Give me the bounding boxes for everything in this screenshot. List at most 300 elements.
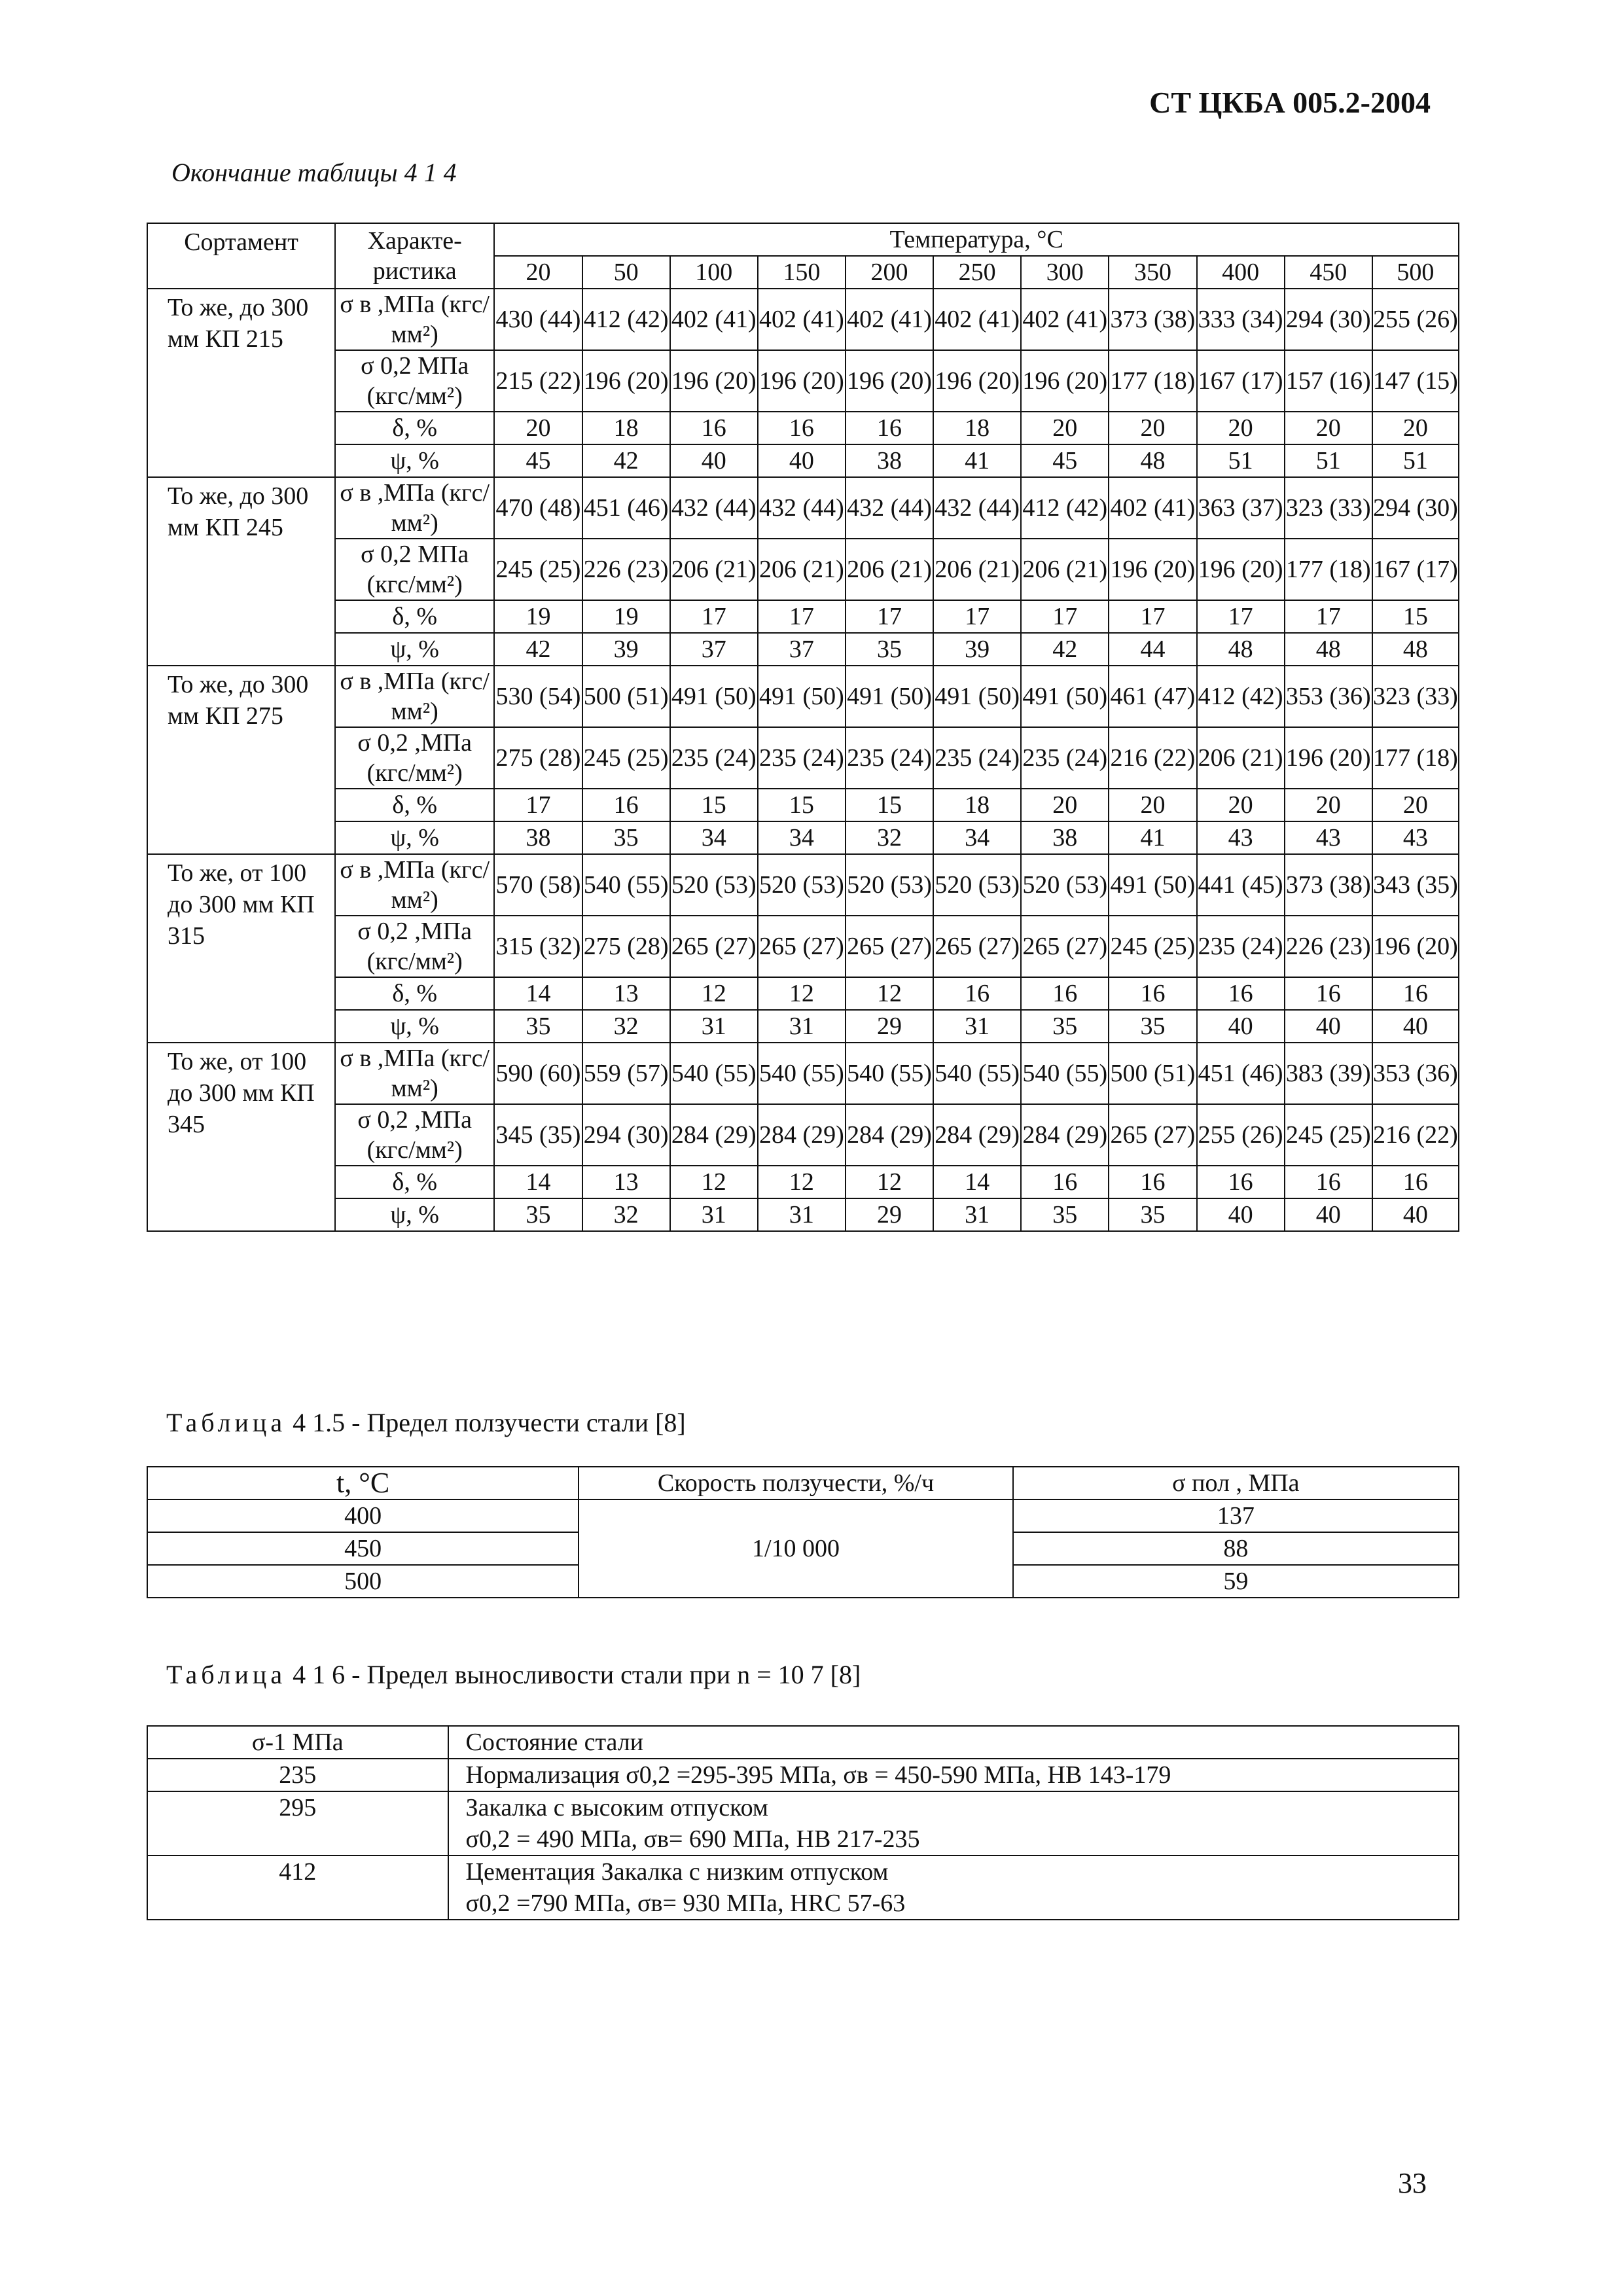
temp-header-cell: 20	[494, 256, 582, 289]
value-cell: 20	[494, 412, 582, 444]
value-cell: 20	[1285, 789, 1372, 821]
table-row	[147, 539, 1459, 600]
value-cell: 40	[670, 444, 758, 477]
value-cell: 20	[1372, 412, 1459, 444]
value-cell: 333 (34)	[1197, 289, 1285, 350]
value-cell: 40	[1372, 1010, 1459, 1043]
value-cell: 245 (25)	[1285, 1104, 1372, 1166]
table-row	[147, 350, 1459, 412]
value-cell: 15	[758, 789, 846, 821]
temp-header-cell: 450	[1285, 256, 1372, 289]
value-cell: 29	[846, 1198, 933, 1231]
value-cell: 491 (50)	[1021, 666, 1109, 727]
characteristic-cell: ψ, %	[335, 444, 494, 477]
caption-label: Таблица	[166, 1408, 287, 1437]
col-header-state: Состояние стали	[448, 1726, 1459, 1759]
value-cell: 13	[582, 1166, 670, 1198]
value-cell: 39	[582, 633, 670, 666]
sortament-cell: То же, до 300 мм КП 245	[147, 477, 335, 666]
value-cell: 19	[582, 600, 670, 633]
value-cell: 206 (21)	[933, 539, 1021, 600]
value-cell: 40	[1197, 1198, 1285, 1231]
value-cell: 461 (47)	[1109, 666, 1196, 727]
value-cell: 196 (20)	[670, 350, 758, 412]
col-header-temp: Температура, °С	[494, 223, 1459, 256]
value-cell: 16	[1285, 1166, 1372, 1198]
creep-header-row	[147, 1467, 1459, 1499]
value-cell: 590 (60)	[494, 1043, 582, 1104]
value-cell: 373 (38)	[1109, 289, 1196, 350]
sortament-cell: То же, от 100 до 300 мм КП 345	[147, 1043, 335, 1231]
value-cell: 540 (55)	[670, 1043, 758, 1104]
value-cell: 196 (20)	[1372, 916, 1459, 977]
value-cell: 17	[1109, 600, 1196, 633]
value-cell: 500 (51)	[1109, 1043, 1196, 1104]
temp-header-cell: 500	[1372, 256, 1459, 289]
table-row	[147, 1010, 1459, 1043]
value-cell: 48	[1285, 633, 1372, 666]
value-cell: 412 (42)	[1197, 666, 1285, 727]
value-cell: 16	[1197, 1166, 1285, 1198]
value-cell: 432 (44)	[846, 477, 933, 539]
table-row	[147, 977, 1459, 1010]
value-cell: 12	[846, 977, 933, 1010]
value-cell: 402 (41)	[846, 289, 933, 350]
value-cell: 284 (29)	[933, 1104, 1021, 1166]
creep-sigma: 137	[1013, 1499, 1459, 1532]
characteristic-cell: σ 0,2 МПа (кгс/мм²)	[335, 350, 494, 412]
value-cell: 17	[933, 600, 1021, 633]
table-row	[147, 789, 1459, 821]
value-cell: 196 (20)	[1109, 539, 1196, 600]
temp-header-cell: 50	[582, 256, 670, 289]
value-cell: 40	[758, 444, 846, 477]
value-cell: 294 (30)	[1372, 477, 1459, 539]
value-cell: 196 (20)	[846, 350, 933, 412]
value-cell: 45	[1021, 444, 1109, 477]
value-cell: 20	[1109, 412, 1196, 444]
col-header-char: Характе-ристика	[335, 223, 494, 289]
value-cell: 38	[1021, 821, 1109, 854]
value-cell: 16	[670, 412, 758, 444]
value-cell: 284 (29)	[670, 1104, 758, 1166]
value-cell: 265 (27)	[758, 916, 846, 977]
value-cell: 402 (41)	[933, 289, 1021, 350]
table-row	[147, 1499, 1459, 1532]
value-cell: 34	[670, 821, 758, 854]
value-cell: 245 (25)	[494, 539, 582, 600]
value-cell: 255 (26)	[1197, 1104, 1285, 1166]
state-line-2: σ0,2 = 490 МПа, σв= 690 МПа, НВ 217-235	[465, 1825, 920, 1853]
value-cell: 530 (54)	[494, 666, 582, 727]
caption-label: Таблица	[166, 1660, 287, 1689]
temp-header-cell: 400	[1197, 256, 1285, 289]
value-cell: 196 (20)	[933, 350, 1021, 412]
table-4-1-5-caption	[166, 1407, 686, 1438]
col-header-speed: Скорость ползучести, %/ч	[579, 1467, 1012, 1499]
value-cell: 20	[1021, 789, 1109, 821]
value-cell: 470 (48)	[494, 477, 582, 539]
value-cell: 35	[494, 1010, 582, 1043]
value-cell: 16	[1109, 1166, 1196, 1198]
endurance-header-row	[147, 1726, 1459, 1759]
value-cell: 16	[758, 412, 846, 444]
value-cell: 315 (32)	[494, 916, 582, 977]
value-cell: 432 (44)	[758, 477, 846, 539]
value-cell: 17	[1285, 600, 1372, 633]
value-cell: 520 (53)	[846, 854, 933, 916]
value-cell: 196 (20)	[758, 350, 846, 412]
value-cell: 18	[933, 789, 1021, 821]
value-cell: 520 (53)	[1021, 854, 1109, 916]
endurance-state: Нормализация σ0,2 =295-395 МПа, σв = 450-590 МПа, НВ 143-179	[448, 1759, 1459, 1791]
value-cell: 48	[1372, 633, 1459, 666]
value-cell: 17	[494, 789, 582, 821]
value-cell: 35	[582, 821, 670, 854]
table-row	[147, 1791, 1459, 1856]
table-row	[147, 1043, 1459, 1104]
value-cell: 17	[758, 600, 846, 633]
value-cell: 206 (21)	[758, 539, 846, 600]
value-cell: 14	[494, 1166, 582, 1198]
page-number: 33	[1398, 2167, 1427, 2199]
characteristic-cell: σ в ,МПа (кгс/мм²)	[335, 854, 494, 916]
value-cell: 432 (44)	[670, 477, 758, 539]
value-cell: 34	[933, 821, 1021, 854]
value-cell: 15	[1372, 600, 1459, 633]
temp-header-cell: 150	[758, 256, 846, 289]
table-4-1-6-caption	[166, 1659, 861, 1690]
table-4-1-5	[147, 1466, 1459, 1598]
value-cell: 35	[1109, 1198, 1196, 1231]
value-cell: 13	[582, 977, 670, 1010]
value-cell: 323 (33)	[1372, 666, 1459, 727]
value-cell: 451 (46)	[582, 477, 670, 539]
value-cell: 275 (28)	[582, 916, 670, 977]
value-cell: 363 (37)	[1197, 477, 1285, 539]
value-cell: 16	[1372, 977, 1459, 1010]
table-row	[147, 1166, 1459, 1198]
value-cell: 343 (35)	[1372, 854, 1459, 916]
value-cell: 255 (26)	[1372, 289, 1459, 350]
col-header-t: t, °С	[147, 1467, 579, 1499]
value-cell: 12	[758, 1166, 846, 1198]
characteristic-cell: δ, %	[335, 977, 494, 1010]
characteristic-cell: ψ, %	[335, 633, 494, 666]
value-cell: 20	[1197, 789, 1285, 821]
value-cell: 540 (55)	[1021, 1043, 1109, 1104]
value-cell: 41	[933, 444, 1021, 477]
caption-text: 4 1.5 - Предел ползучести стали [8]	[293, 1408, 686, 1437]
value-cell: 31	[670, 1010, 758, 1043]
table-row	[147, 821, 1459, 854]
value-cell: 35	[1109, 1010, 1196, 1043]
table-row	[147, 633, 1459, 666]
value-cell: 177 (18)	[1109, 350, 1196, 412]
value-cell: 432 (44)	[933, 477, 1021, 539]
value-cell: 32	[582, 1198, 670, 1231]
endurance-state	[448, 1856, 1459, 1920]
value-cell: 16	[1109, 977, 1196, 1010]
value-cell: 29	[846, 1010, 933, 1043]
value-cell: 15	[670, 789, 758, 821]
value-cell: 265 (27)	[933, 916, 1021, 977]
value-cell: 284 (29)	[846, 1104, 933, 1166]
value-cell: 383 (39)	[1285, 1043, 1372, 1104]
caption-text: 4 1 6 - Предел выносливости стали при n = 10 7 [8]	[293, 1660, 861, 1689]
value-cell: 17	[1197, 600, 1285, 633]
value-cell: 42	[1021, 633, 1109, 666]
value-cell: 412 (42)	[582, 289, 670, 350]
value-cell: 12	[670, 1166, 758, 1198]
temp-header-cell: 100	[670, 256, 758, 289]
value-cell: 51	[1285, 444, 1372, 477]
value-cell: 20	[1372, 789, 1459, 821]
characteristic-cell: σ 0,2 МПа (кгс/мм²)	[335, 539, 494, 600]
value-cell: 451 (46)	[1197, 1043, 1285, 1104]
value-cell: 373 (38)	[1285, 854, 1372, 916]
value-cell: 37	[670, 633, 758, 666]
table-4-1-4	[147, 223, 1459, 1232]
value-cell: 345 (35)	[494, 1104, 582, 1166]
value-cell: 35	[1021, 1198, 1109, 1231]
creep-speed: 1/10 000	[579, 1499, 1012, 1598]
value-cell: 38	[846, 444, 933, 477]
value-cell: 430 (44)	[494, 289, 582, 350]
value-cell: 265 (27)	[1021, 916, 1109, 977]
value-cell: 235 (24)	[933, 727, 1021, 789]
table-row	[147, 600, 1459, 633]
value-cell: 540 (55)	[933, 1043, 1021, 1104]
value-cell: 206 (21)	[670, 539, 758, 600]
table-row	[147, 412, 1459, 444]
value-cell: 520 (53)	[933, 854, 1021, 916]
value-cell: 16	[1021, 977, 1109, 1010]
value-cell: 570 (58)	[494, 854, 582, 916]
value-cell: 32	[846, 821, 933, 854]
characteristic-cell: σ 0,2 ,МПа (кгс/мм²)	[335, 727, 494, 789]
continuation-caption: Окончание таблицы 4 1 4	[171, 158, 457, 187]
characteristic-cell: σ 0,2 ,МПа (кгс/мм²)	[335, 1104, 494, 1166]
value-cell: 265 (27)	[670, 916, 758, 977]
value-cell: 31	[933, 1010, 1021, 1043]
creep-sigma: 59	[1013, 1565, 1459, 1598]
col-header-sortament: Сортамент	[147, 223, 335, 289]
sortament-cell: То же, до 300 мм КП 215	[147, 289, 335, 477]
temp-header-cell: 350	[1109, 256, 1196, 289]
value-cell: 42	[582, 444, 670, 477]
characteristic-cell: δ, %	[335, 789, 494, 821]
value-cell: 206 (21)	[1197, 727, 1285, 789]
value-cell: 35	[846, 633, 933, 666]
value-cell: 15	[846, 789, 933, 821]
value-cell: 40	[1197, 1010, 1285, 1043]
value-cell: 216 (22)	[1109, 727, 1196, 789]
value-cell: 167 (17)	[1372, 539, 1459, 600]
table-row	[147, 477, 1459, 539]
value-cell: 520 (53)	[670, 854, 758, 916]
document-code: СТ ЦКБА 005.2-2004	[1149, 86, 1431, 119]
value-cell: 16	[1197, 977, 1285, 1010]
temp-header-cell: 250	[933, 256, 1021, 289]
characteristic-cell: σ в ,МПа (кгс/мм²)	[335, 289, 494, 350]
value-cell: 38	[494, 821, 582, 854]
table-row	[147, 666, 1459, 727]
value-cell: 402 (41)	[1109, 477, 1196, 539]
value-cell: 275 (28)	[494, 727, 582, 789]
value-cell: 540 (55)	[582, 854, 670, 916]
col-header-sigma-pol: σ пол , МПа	[1013, 1467, 1459, 1499]
value-cell: 177 (18)	[1372, 727, 1459, 789]
value-cell: 215 (22)	[494, 350, 582, 412]
value-cell: 31	[670, 1198, 758, 1231]
value-cell: 16	[1285, 977, 1372, 1010]
value-cell: 196 (20)	[1021, 350, 1109, 412]
value-cell: 20	[1285, 412, 1372, 444]
creep-t: 400	[147, 1499, 579, 1532]
table-row	[147, 1104, 1459, 1166]
value-cell: 353 (36)	[1372, 1043, 1459, 1104]
value-cell: 245 (25)	[1109, 916, 1196, 977]
value-cell: 441 (45)	[1197, 854, 1285, 916]
value-cell: 39	[933, 633, 1021, 666]
value-cell: 12	[846, 1166, 933, 1198]
value-cell: 40	[1285, 1198, 1372, 1231]
value-cell: 35	[494, 1198, 582, 1231]
value-cell: 51	[1372, 444, 1459, 477]
table-row	[147, 854, 1459, 916]
temp-header-cell: 200	[846, 256, 933, 289]
value-cell: 216 (22)	[1372, 1104, 1459, 1166]
characteristic-cell: σ в ,МПа (кгс/мм²)	[335, 477, 494, 539]
value-cell: 40	[1372, 1198, 1459, 1231]
value-cell: 20	[1021, 412, 1109, 444]
table-row	[147, 1198, 1459, 1231]
endurance-state	[448, 1791, 1459, 1856]
value-cell: 16	[846, 412, 933, 444]
value-cell: 20	[1197, 412, 1285, 444]
value-cell: 44	[1109, 633, 1196, 666]
value-cell: 235 (24)	[846, 727, 933, 789]
endurance-sigma: 295	[147, 1791, 448, 1856]
value-cell: 235 (24)	[670, 727, 758, 789]
value-cell: 31	[933, 1198, 1021, 1231]
value-cell: 520 (53)	[758, 854, 846, 916]
characteristic-cell: δ, %	[335, 600, 494, 633]
table-row	[147, 289, 1459, 350]
value-cell: 31	[758, 1010, 846, 1043]
characteristic-cell: δ, %	[335, 1166, 494, 1198]
value-cell: 265 (27)	[846, 916, 933, 977]
value-cell: 18	[933, 412, 1021, 444]
value-cell: 491 (50)	[758, 666, 846, 727]
characteristic-cell: ψ, %	[335, 1010, 494, 1043]
endurance-sigma: 235	[147, 1759, 448, 1791]
value-cell: 559 (57)	[582, 1043, 670, 1104]
table-4-1-6	[147, 1725, 1459, 1920]
value-cell: 51	[1197, 444, 1285, 477]
value-cell: 245 (25)	[582, 727, 670, 789]
value-cell: 353 (36)	[1285, 666, 1372, 727]
value-cell: 157 (16)	[1285, 350, 1372, 412]
value-cell: 540 (55)	[758, 1043, 846, 1104]
value-cell: 402 (41)	[670, 289, 758, 350]
value-cell: 17	[846, 600, 933, 633]
sortament-cell: То же, от 100 до 300 мм КП 315	[147, 854, 335, 1043]
value-cell: 18	[582, 412, 670, 444]
value-cell: 226 (23)	[1285, 916, 1372, 977]
value-cell: 48	[1109, 444, 1196, 477]
value-cell: 19	[494, 600, 582, 633]
characteristic-cell: σ в ,МПа (кгс/мм²)	[335, 666, 494, 727]
value-cell: 491 (50)	[1109, 854, 1196, 916]
state-line-2: σ0,2 =790 МПа, σв= 930 МПа, HRC 57-63	[465, 1890, 906, 1917]
value-cell: 284 (29)	[1021, 1104, 1109, 1166]
value-cell: 491 (50)	[670, 666, 758, 727]
value-cell: 14	[494, 977, 582, 1010]
value-cell: 12	[758, 977, 846, 1010]
creep-t: 450	[147, 1532, 579, 1565]
value-cell: 294 (30)	[1285, 289, 1372, 350]
value-cell: 41	[1109, 821, 1196, 854]
value-cell: 20	[1109, 789, 1196, 821]
value-cell: 14	[933, 1166, 1021, 1198]
creep-sigma: 88	[1013, 1532, 1459, 1565]
value-cell: 235 (24)	[1021, 727, 1109, 789]
characteristic-cell: ψ, %	[335, 1198, 494, 1231]
value-cell: 34	[758, 821, 846, 854]
creep-t: 500	[147, 1565, 579, 1598]
value-cell: 16	[582, 789, 670, 821]
characteristic-cell: σ в ,МПа (кгс/мм²)	[335, 1043, 494, 1104]
value-cell: 196 (20)	[582, 350, 670, 412]
value-cell: 500 (51)	[582, 666, 670, 727]
header-row-1	[147, 223, 1459, 256]
value-cell: 40	[1285, 1010, 1372, 1043]
value-cell: 196 (20)	[1285, 727, 1372, 789]
value-cell: 235 (24)	[758, 727, 846, 789]
value-cell: 265 (27)	[1109, 1104, 1196, 1166]
value-cell: 540 (55)	[846, 1043, 933, 1104]
col-header-sigma-1: σ-1 МПа	[147, 1726, 448, 1759]
value-cell: 32	[582, 1010, 670, 1043]
value-cell: 226 (23)	[582, 539, 670, 600]
table-row	[147, 727, 1459, 789]
value-cell: 402 (41)	[758, 289, 846, 350]
value-cell: 31	[758, 1198, 846, 1231]
sortament-cell: То же, до 300 мм КП 275	[147, 666, 335, 854]
temp-header-cell: 300	[1021, 256, 1109, 289]
value-cell: 48	[1197, 633, 1285, 666]
value-cell: 16	[933, 977, 1021, 1010]
state-line-1: Цементация Закалка с низким отпуском	[465, 1858, 889, 1886]
value-cell: 323 (33)	[1285, 477, 1372, 539]
value-cell: 196 (20)	[1197, 539, 1285, 600]
value-cell: 37	[758, 633, 846, 666]
value-cell: 35	[1021, 1010, 1109, 1043]
table-row	[147, 1856, 1459, 1920]
table-row	[147, 444, 1459, 477]
value-cell: 17	[670, 600, 758, 633]
value-cell: 235 (24)	[1197, 916, 1285, 977]
value-cell: 491 (50)	[933, 666, 1021, 727]
value-cell: 45	[494, 444, 582, 477]
value-cell: 42	[494, 633, 582, 666]
table-row	[147, 1759, 1459, 1791]
value-cell: 43	[1285, 821, 1372, 854]
value-cell: 17	[1021, 600, 1109, 633]
table-row	[147, 916, 1459, 977]
